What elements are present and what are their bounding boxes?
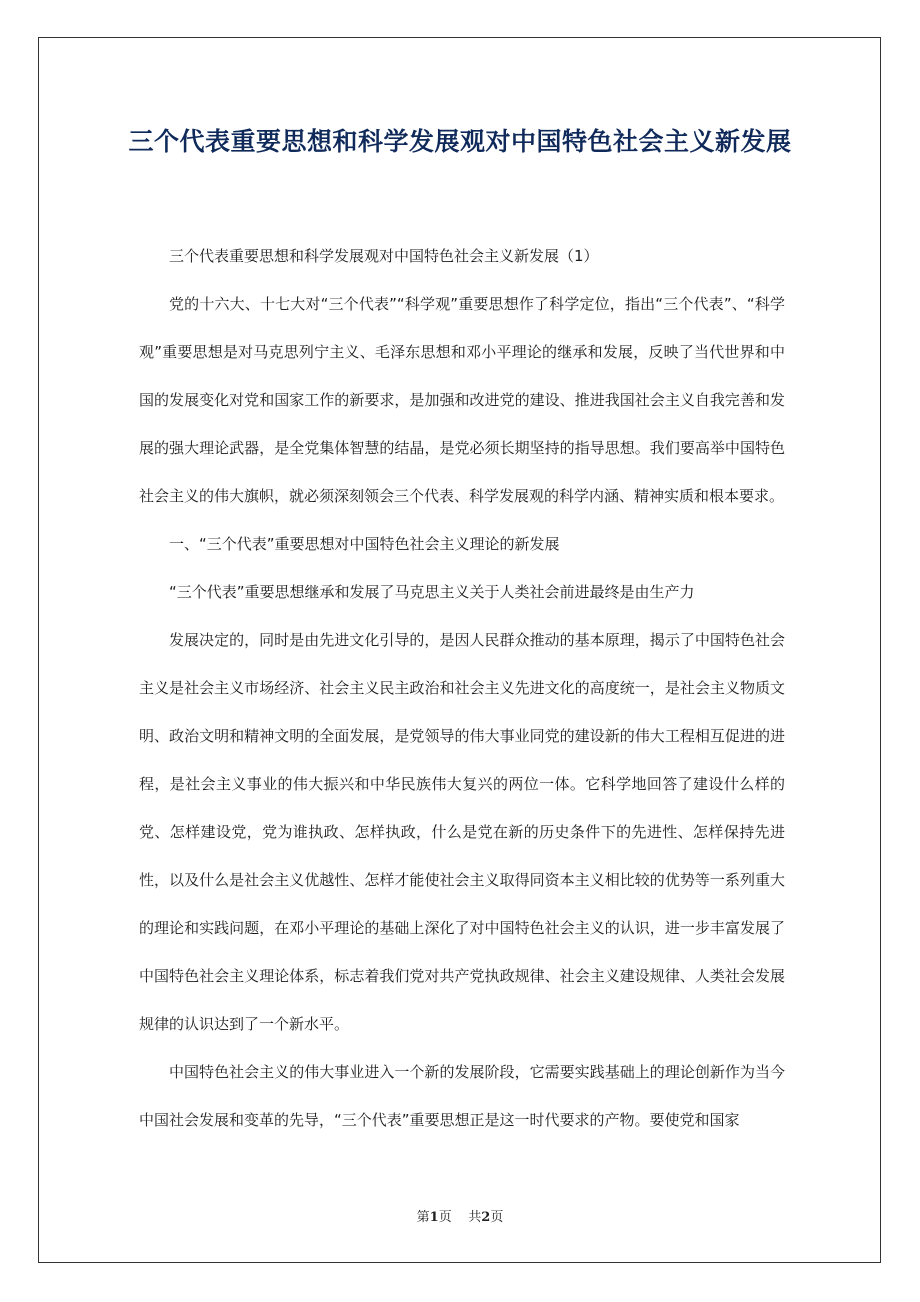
section-heading-1: 一、“三个代表”重要思想对中国特色社会主义理论的新发展 (169, 535, 560, 553)
document-body (139, 232, 785, 1144)
paragraph-section1-body: 发展决定的，同时是由先进文化引导的，是因人民群众推动的基本原理，揭示了中国特色社会主义是社会主义市场经济、社会主义民主政治和社会主义先进文化的高度统一，是社会主义物质文明、政治文明和精神文明的全面发展，是党领导的伟大事业同党的建设新的伟大工程相互促进的进程，是社会主义事业的伟大振兴和中华民族伟大复兴的两位一体。它科学地回答了建设什么样的党、怎样建设党，党为谁执政、怎样执政，什么是党在新的历史条件下的先进性、怎样保持先进性，以及什么是社会主义优越性、怎样才能使社会主义取得同资本主义相比较的优势等一系列重大的理论和实践问题，在邓小平理论的基础上深化了对中国特色社会主义的认识，进一步丰富发展了中国特色社会主义理论体系，标志着我们党对共产党执政规律、社会主义建设规律、人类社会发展规律的认识达到了一个新水平。 (139, 631, 785, 1033)
paragraph-section1-continued: 中国特色社会主义的伟大事业进入一个新的发展阶段，它需要实践基础上的理论创新作为当今中国社会发展和变革的先导，“三个代表”重要思想正是这一时代要求的产物。要使党和国家 (139, 1063, 785, 1129)
paragraph-section1-lead: “三个代表”重要思想继承和发展了马克思主义关于人类社会前进最终是由生产力 (169, 583, 695, 601)
footer-page-prefix: 第 (416, 1210, 430, 1225)
footer-total-prefix: 共 (468, 1210, 482, 1225)
document-title: 三个代表重要思想和科学发展观对中国特色社会主义新发展 (128, 127, 792, 156)
footer-current-page: 1 (429, 1210, 439, 1225)
footer-total-suffix: 页 (490, 1210, 504, 1225)
footer-total-pages: 2 (481, 1210, 491, 1225)
paragraph-intro: 党的十六大、十七大对“三个代表”“科学观”重要思想作了科学定位，指出“三个代表”、“科学观”重要思想是对马克思列宁主义、毛泽东思想和邓小平理论的继承和发展，反映了当代世界和中国的发展变化对党和国家工作的新要求，是加强和改进党的建设、推进我国社会主义自我完善和发展的强大理论武器，是全党集体智慧的结晶，是党必须长期坚持的指导思想。我们要高举中国特色社会主义的伟大旗帜，就必须深刻领会三个代表、科学发展观的科学内涵、精神实质和根本要求。 (139, 295, 785, 505)
paragraph-subtitle: 三个代表重要思想和科学发展观对中国特色社会主义新发展（1） (169, 247, 599, 265)
page-footer (0, 1206, 920, 1225)
footer-page-suffix: 页 (438, 1210, 452, 1225)
